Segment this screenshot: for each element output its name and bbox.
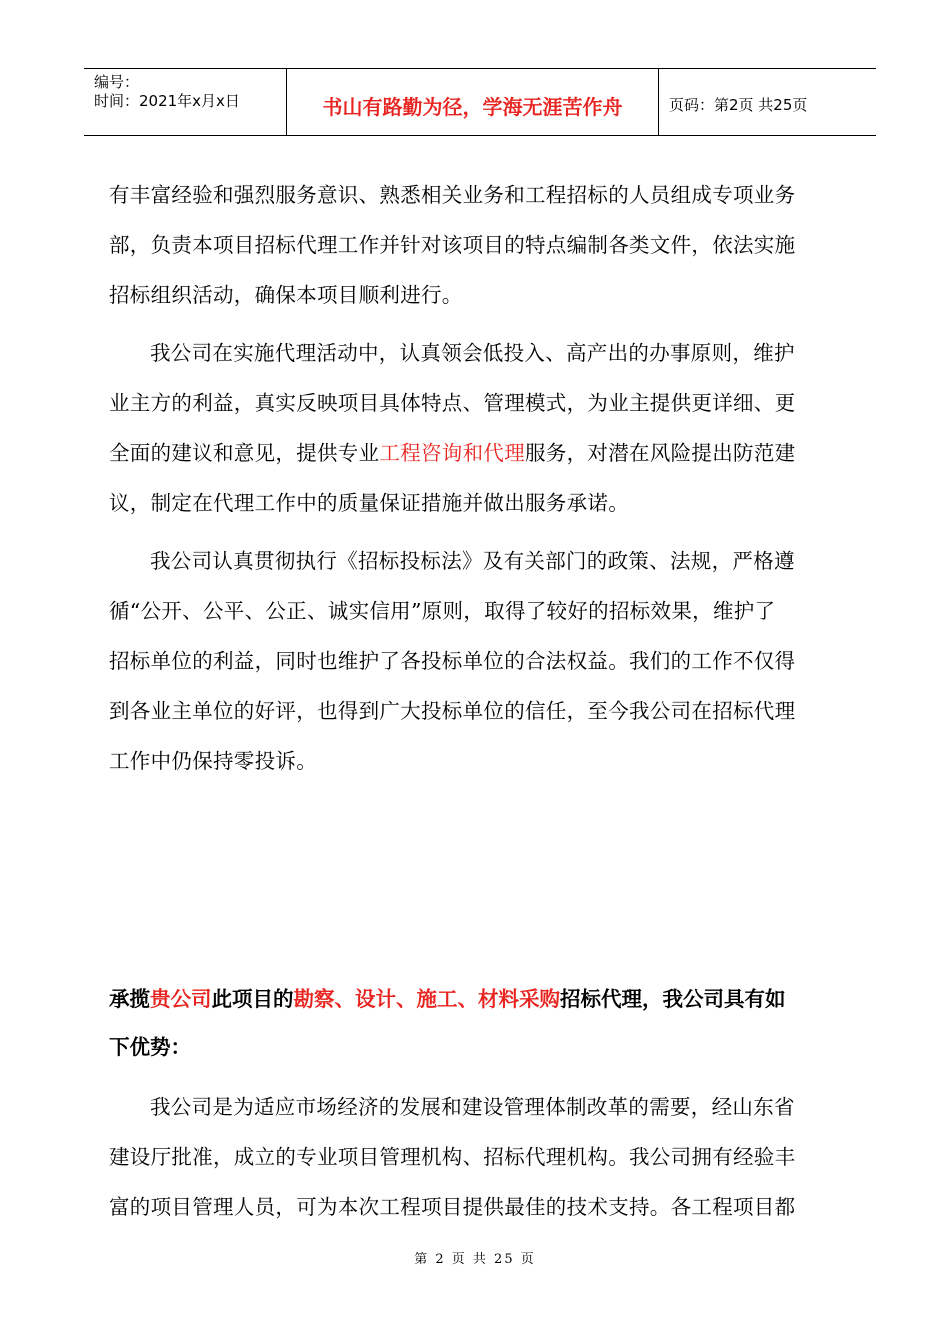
- text-line: 循“公开、公平、公正、诚实信用”原则，取得了较好的招标效果，维护了: [109, 599, 776, 623]
- body-top: [109, 170, 854, 794]
- text-line: 部，负责本项目招标代理工作并针对该项目的特点编制各类文件，依法实施: [109, 233, 796, 257]
- heading-line: [109, 975, 854, 1023]
- heading-highlight: 勘察、设计、施工、材料采购: [293, 987, 560, 1011]
- text-line: 有丰富经验和强烈服务意识、熟悉相关业务和工程招标的人员组成专项业务: [109, 183, 796, 207]
- paragraph-3: [109, 536, 854, 786]
- text-line: 议，制定在代理工作中的质量保证措施并做出服务承诺。: [109, 491, 629, 515]
- text-line-with-highlight: [109, 428, 854, 478]
- text-line: 招标组织活动，确保本项目顺利进行。: [109, 283, 463, 307]
- header-id-label: 编号：: [94, 73, 140, 91]
- text-line: 招标单位的利益，同时也维护了各投标单位的合法权益。我们的工作不仅得: [109, 649, 796, 673]
- paragraph-1: [109, 170, 854, 320]
- heading-segment: 招标代理，我公司具有如: [560, 987, 786, 1011]
- heading-line: 下优势：: [109, 1035, 191, 1059]
- text-segment: 服务，对潜在风险提出防范建: [525, 441, 796, 465]
- text-line: 业主方的利益，真实反映项目具体特点、管理模式，为业主提供更详细、更: [109, 391, 796, 415]
- header-motto: 书山有路勤为径，学海无涯苦作舟: [287, 69, 659, 135]
- heading-segment: 承揽: [109, 987, 150, 1011]
- header-meta: [84, 69, 287, 135]
- page-footer: 第 2 页 共 25 页: [414, 1252, 536, 1267]
- heading-highlight: 贵公司: [150, 987, 212, 1011]
- page-header: [84, 68, 876, 136]
- text-line: 富的项目管理人员，可为本次工程项目提供最佳的技术支持。各工程项目都: [109, 1195, 796, 1219]
- text-line: 我公司是为适应市场经济的发展和建设管理体制改革的需要，经山东省: [150, 1095, 795, 1119]
- header-time-label: 时间：2021年x月x日: [94, 92, 240, 110]
- heading-segment: 此项目的: [211, 987, 294, 1011]
- text-line: 我公司在实施代理活动中，认真领会低投入、高产出的办事原则，维护: [150, 341, 795, 365]
- text-line: 我公司认真贯彻执行《招标投标法》及有关部门的政策、法规，严格遵: [150, 549, 795, 573]
- body-bottom: [109, 1082, 854, 1232]
- text-line: 工作中仍保持零投诉。: [109, 749, 317, 773]
- section-heading: [109, 975, 854, 1071]
- highlight-text: 工程咨询和代理: [379, 441, 526, 465]
- text-line: 建设厅批准，成立的专业项目管理机构、招标代理机构。我公司拥有经验丰: [109, 1145, 796, 1169]
- text-line: 到各业主单位的好评，也得到广大投标单位的信任，至今我公司在招标代理: [109, 699, 796, 723]
- text-segment: 全面的建议和意见，提供专业: [109, 441, 380, 465]
- paragraph-2: [109, 328, 854, 528]
- header-page-label: 页码：第2页 共25页: [669, 95, 808, 114]
